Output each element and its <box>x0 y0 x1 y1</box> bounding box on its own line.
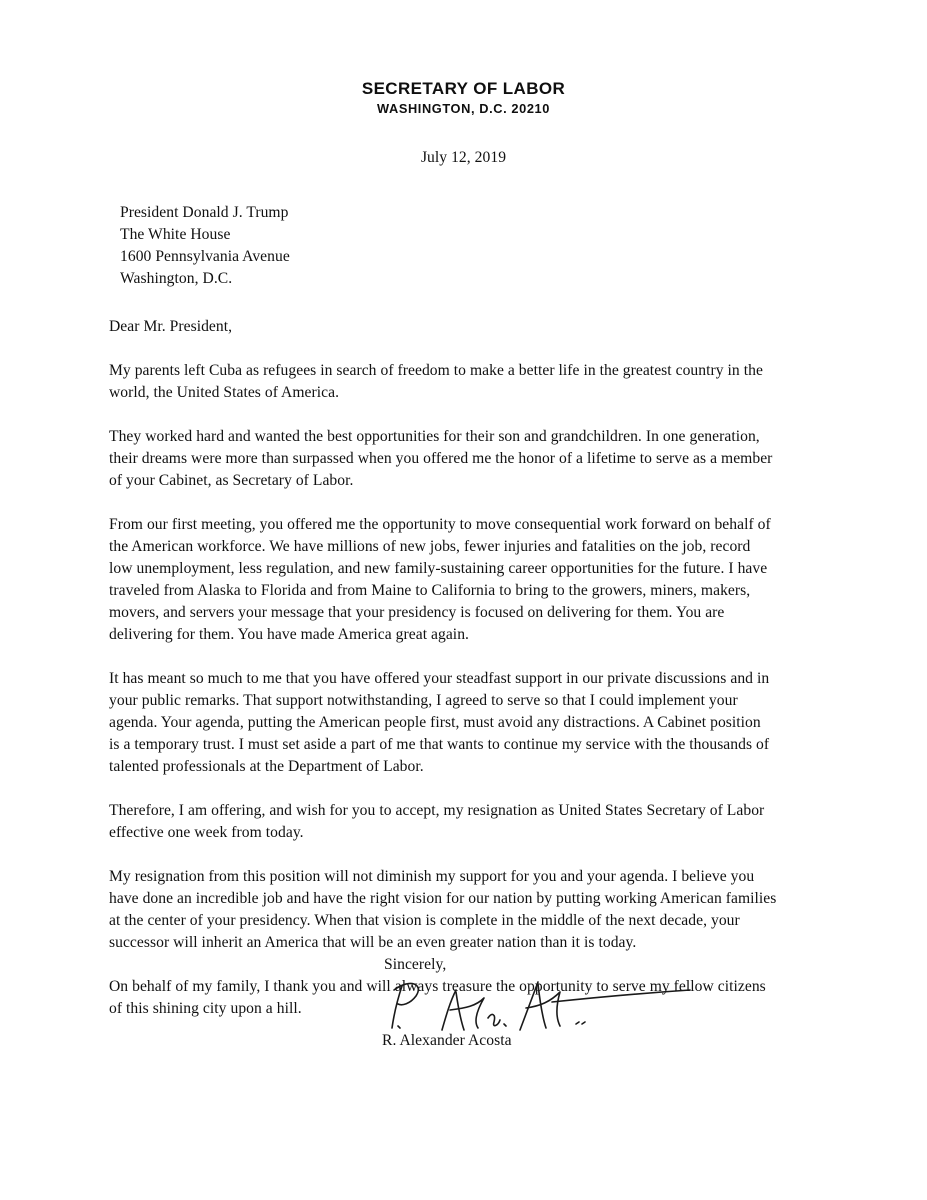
recipient-line: The White House <box>120 226 231 243</box>
paragraph-line: have done an incredible job and have the right vision for our nation by putting working American families <box>109 890 777 907</box>
paragraph-line: at the center of your presidency. When that vision is complete in the middle of the next decade, your <box>109 912 740 929</box>
paragraph-line: Therefore, I am offering, and wish for you to accept, my resignation as United States Secretary of Labor <box>109 802 765 819</box>
paragraph-line: successor will inherit an America that will be an even greater nation than it is today. <box>109 934 637 951</box>
paragraph-line: On behalf of my family, I thank you and will always treasure the opportunity to serve my fellow citizens <box>109 978 766 995</box>
paragraph-line: talented professionals at the Department of Labor. <box>109 758 424 775</box>
closing: Sincerely, <box>384 956 447 973</box>
letterhead <box>0 79 927 118</box>
recipient-line: President Donald J. Trump <box>120 204 289 221</box>
letter-body <box>109 316 821 1042</box>
salutation: Dear Mr. President, <box>109 318 233 335</box>
paragraph-line: From our first meeting, you offered me the opportunity to move consequential work forward on behalf of <box>109 516 771 533</box>
paragraph-line: effective one week from today. <box>109 824 304 841</box>
recipient-line: 1600 Pennsylvania Avenue <box>120 248 290 265</box>
handwritten-signature-icon <box>380 968 700 1038</box>
paragraph-line: delivering for them. You have made America great again. <box>109 626 469 643</box>
paragraph-line: your public remarks. That support notwithstanding, I agreed to serve so that I could implement your <box>109 692 738 709</box>
paragraph-line: It has meant so much to me that you have offered your steadfast support in our private discussions and in <box>109 670 770 687</box>
paragraph-line: agenda. Your agenda, putting the American people first, must avoid any distractions. A Cabinet position <box>109 714 761 731</box>
recipient-line: Washington, D.C. <box>120 270 233 287</box>
recipient-address <box>120 202 290 290</box>
paragraph-line: the American workforce. We have millions of new jobs, fewer injuries and fatalities on the job, record <box>109 538 751 555</box>
paragraph-line: of your Cabinet, as Secretary of Labor. <box>109 472 354 489</box>
letter-date: July 12, 2019 <box>420 149 507 166</box>
paragraph-line: traveled from Alaska to Florida and from Maine to California to bring to the growers, miners, makers, <box>109 582 751 599</box>
signer-name: R. Alexander Acosta <box>382 1032 512 1049</box>
body-paragraph <box>109 360 821 404</box>
paragraph-line: My resignation from this position will not diminish my support for you and your agenda. I believe you <box>109 868 755 885</box>
body-paragraph <box>109 514 821 646</box>
letterhead-title: SECRETARY OF LABOR <box>361 79 566 98</box>
paragraph-line: movers, and servers your message that your presidency is focused on delivering for them. You are <box>109 604 725 621</box>
letterhead-address: WASHINGTON, D.C. 20210 <box>377 101 550 116</box>
body-paragraph <box>109 426 821 492</box>
paragraph-line: world, the United States of America. <box>109 384 340 401</box>
paragraph-line: is a temporary trust. I must set aside a part of me that wants to continue my service with the thousands of <box>109 736 770 753</box>
paragraph-list <box>109 360 821 1020</box>
paragraph-line: They worked hard and wanted the best opportunities for their son and grandchildren. In one generation, <box>109 428 760 445</box>
body-paragraph <box>109 668 821 778</box>
paragraph-line: of this shining city upon a hill. <box>109 1000 302 1017</box>
body-paragraph <box>109 866 821 954</box>
paragraph-line: low unemployment, less regulation, and new family-sustaining career opportunities for the future. I have <box>109 560 768 577</box>
paragraph-line: their dreams were more than surpassed when you offered me the honor of a lifetime to serve as a member <box>109 450 773 467</box>
paragraph-line: My parents left Cuba as refugees in search of freedom to make a better life in the greatest country in the <box>109 362 763 379</box>
body-paragraph <box>109 800 821 844</box>
